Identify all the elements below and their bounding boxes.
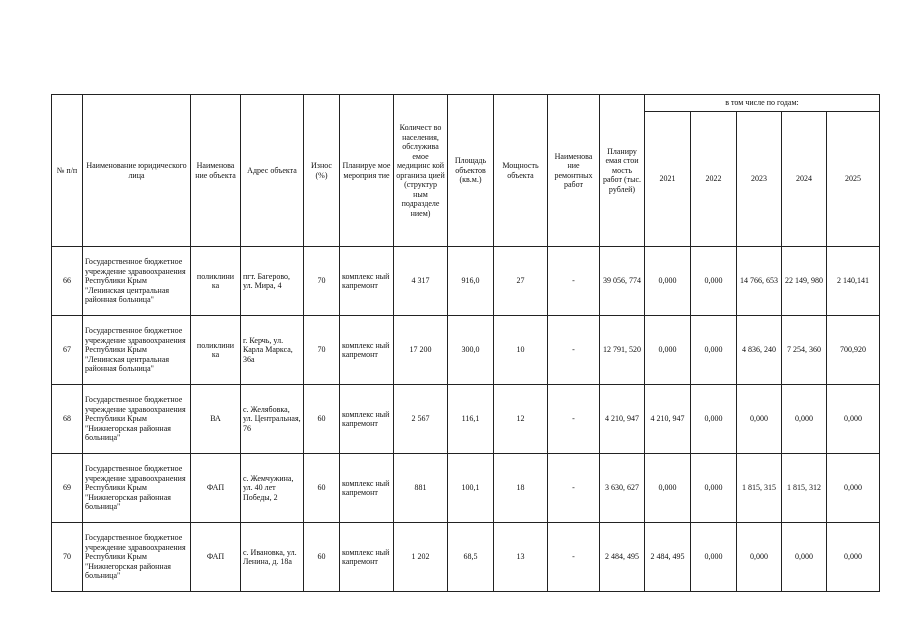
row-year-2022: 0,000 xyxy=(691,454,737,523)
row-cost: 3 630, 627 xyxy=(600,454,645,523)
row-capacity: 13 xyxy=(494,523,548,592)
header-by-years: в том числе по годам: xyxy=(645,95,880,112)
header-planned-activity: Планируе мое мероприя тие xyxy=(340,95,394,247)
row-wear: 60 xyxy=(304,523,340,592)
header-year-2023: 2023 xyxy=(737,112,782,247)
row-capacity: 12 xyxy=(494,385,548,454)
row-wear: 70 xyxy=(304,247,340,316)
header-year-2025: 2025 xyxy=(827,112,880,247)
header-area: Площадь объектов (кв.м.) xyxy=(448,95,494,247)
row-year-2021: 0,000 xyxy=(645,454,691,523)
row-entity: Государственное бюджетное учреждение здравоохранения Республики Крым "Ленинская центральная районная больница" xyxy=(83,247,191,316)
table-row xyxy=(52,523,880,592)
row-year-2024: 0,000 xyxy=(782,385,827,454)
row-area: 116,1 xyxy=(448,385,494,454)
row-area: 916,0 xyxy=(448,247,494,316)
header-num: № п/п xyxy=(52,95,83,247)
row-object-name: ФАП xyxy=(191,523,241,592)
row-year-2023: 4 836, 240 xyxy=(737,316,782,385)
row-area: 68,5 xyxy=(448,523,494,592)
row-cost: 4 210, 947 xyxy=(600,385,645,454)
row-activity: комплекс ный капремонт xyxy=(340,523,394,592)
row-cost: 2 484, 495 xyxy=(600,523,645,592)
row-address: г. Керчь, ул. Карла Маркса, 36а xyxy=(241,316,304,385)
row-repair: - xyxy=(548,523,600,592)
header-capacity: Мощность объекта xyxy=(494,95,548,247)
row-object-name: поликлини ка xyxy=(191,316,241,385)
header-year-2022: 2022 xyxy=(691,112,737,247)
row-num: 66 xyxy=(52,247,83,316)
header-object-name: Наименова ние объекта xyxy=(191,95,241,247)
row-num: 69 xyxy=(52,454,83,523)
table-row xyxy=(52,385,880,454)
row-entity: Государственное бюджетное учреждение здравоохранения Республики Крым "Нижнегорская районная больница" xyxy=(83,454,191,523)
row-repair: - xyxy=(548,385,600,454)
row-year-2022: 0,000 xyxy=(691,247,737,316)
row-year-2024: 1 815, 312 xyxy=(782,454,827,523)
row-year-2021: 2 484, 495 xyxy=(645,523,691,592)
row-population: 17 200 xyxy=(394,316,448,385)
row-year-2025: 0,000 xyxy=(827,454,880,523)
row-year-2022: 0,000 xyxy=(691,523,737,592)
row-num: 70 xyxy=(52,523,83,592)
row-year-2024: 7 254, 360 xyxy=(782,316,827,385)
row-object-name: поликлини ка xyxy=(191,247,241,316)
row-year-2022: 0,000 xyxy=(691,385,737,454)
row-repair: - xyxy=(548,316,600,385)
row-object-name: ФАП xyxy=(191,454,241,523)
row-wear: 60 xyxy=(304,454,340,523)
row-population: 881 xyxy=(394,454,448,523)
row-address: с. Жемчужина, ул. 40 лет Победы, 2 xyxy=(241,454,304,523)
row-year-2025: 2 140,141 xyxy=(827,247,880,316)
row-year-2023: 14 766, 653 xyxy=(737,247,782,316)
row-area: 100,1 xyxy=(448,454,494,523)
capital-repair-table xyxy=(51,94,880,592)
row-year-2023: 0,000 xyxy=(737,523,782,592)
row-object-name: ВА xyxy=(191,385,241,454)
row-wear: 60 xyxy=(304,385,340,454)
row-entity: Государственное бюджетное учреждение здравоохранения Республики Крым "Ленинская центральная районная больница" xyxy=(83,316,191,385)
row-entity: Государственное бюджетное учреждение здравоохранения Республики Крым "Нижнегорская районная больница" xyxy=(83,385,191,454)
row-year-2021: 0,000 xyxy=(645,316,691,385)
header-repair-name: Наименова ние ремонтных работ xyxy=(548,95,600,247)
row-population: 2 567 xyxy=(394,385,448,454)
row-year-2024: 22 149, 980 xyxy=(782,247,827,316)
row-area: 300,0 xyxy=(448,316,494,385)
row-capacity: 27 xyxy=(494,247,548,316)
header-address: Адрес объекта xyxy=(241,95,304,247)
row-year-2022: 0,000 xyxy=(691,316,737,385)
table-row xyxy=(52,316,880,385)
row-activity: комплекс ный капремонт xyxy=(340,316,394,385)
row-address: пгт. Багерово, ул. Мира, 4 xyxy=(241,247,304,316)
row-wear: 70 xyxy=(304,316,340,385)
row-year-2024: 0,000 xyxy=(782,523,827,592)
row-activity: комплекс ный капремонт xyxy=(340,454,394,523)
row-activity: комплекс ный капремонт xyxy=(340,385,394,454)
table-row xyxy=(52,454,880,523)
row-year-2023: 0,000 xyxy=(737,385,782,454)
row-activity: комплекс ный капремонт xyxy=(340,247,394,316)
row-year-2025: 700,920 xyxy=(827,316,880,385)
row-year-2021: 0,000 xyxy=(645,247,691,316)
row-repair: - xyxy=(548,454,600,523)
row-year-2025: 0,000 xyxy=(827,523,880,592)
header-entity: Наименование юридического лица xyxy=(83,95,191,247)
header-year-2021: 2021 xyxy=(645,112,691,247)
row-cost: 12 791, 520 xyxy=(600,316,645,385)
header-population: Количест во населения, обслужива емое медицинс кой организа цией (структур ным подразделе нием) xyxy=(394,95,448,247)
header-year-2024: 2024 xyxy=(782,112,827,247)
row-year-2023: 1 815, 315 xyxy=(737,454,782,523)
row-repair: - xyxy=(548,247,600,316)
row-cost: 39 056, 774 xyxy=(600,247,645,316)
row-capacity: 10 xyxy=(494,316,548,385)
row-address: с. Ивановка, ул. Ленина, д. 18а xyxy=(241,523,304,592)
table-row xyxy=(52,247,880,316)
header-wear: Износ (%) xyxy=(304,95,340,247)
row-address: с. Желябовка, ул. Центральная, 76 xyxy=(241,385,304,454)
row-population: 4 317 xyxy=(394,247,448,316)
header-planned-cost: Планиру емая стои мость работ (тыс. рублей) xyxy=(600,95,645,247)
row-num: 67 xyxy=(52,316,83,385)
row-num: 68 xyxy=(52,385,83,454)
row-year-2021: 4 210, 947 xyxy=(645,385,691,454)
row-capacity: 18 xyxy=(494,454,548,523)
row-entity: Государственное бюджетное учреждение здравоохранения Республики Крым "Нижнегорская районная больница" xyxy=(83,523,191,592)
row-year-2025: 0,000 xyxy=(827,385,880,454)
row-population: 1 202 xyxy=(394,523,448,592)
